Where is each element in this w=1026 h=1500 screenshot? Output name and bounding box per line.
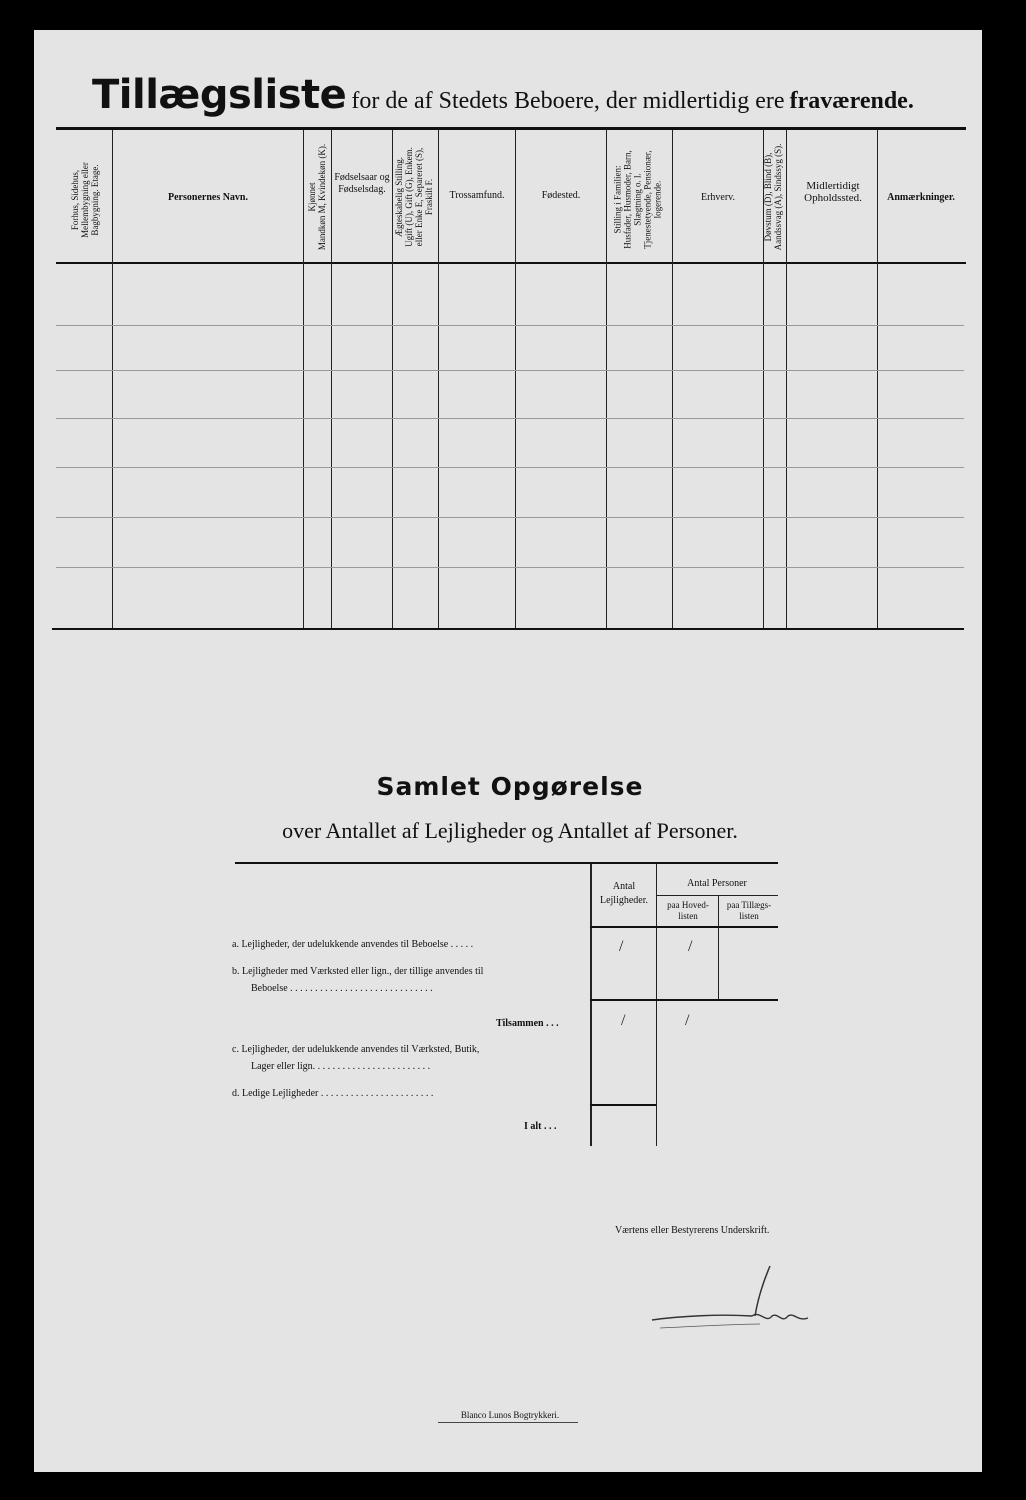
summary-col-tillaeg: paa Tillægs-listen [726,900,772,921]
row-line [56,517,964,518]
summary-row-ialt: I alt . . . [524,1121,557,1132]
printer-imprint: Blanco Lunos Bogtrykkeri. [460,1410,560,1420]
summary-top-rule [235,862,778,864]
row-line [56,418,964,419]
summary-row-d: d. Ledige Lejligheder . . . . . . . . . . . . . . . . . . . . . . . [232,1088,434,1099]
col-divider [392,130,393,628]
summary-title: Samlet Opgørelse [376,772,644,801]
summary-row-b1: b. Lejligheder med Værksted eller lign., der tillige anvendes til [232,966,484,977]
value-a-lejligheder: / [619,938,624,955]
summary-row-tilsammen: Tilsammen . . . [496,1018,559,1029]
col-divider [438,130,439,628]
row-line [56,467,964,468]
summary-row-c2: Lager eller lign. . . . . . . . . . . . . . . . . . . . . . . . [251,1061,431,1072]
col-header-marital: Ægteskabelig Stilling. Ugift (U), Gift (G), Enkem. eller Enke E, Separeret (S), Fraskilt F. [394,147,434,247]
title-main: Tillægsliste [92,72,347,118]
col-header-temp-residence: Midlertidigt Opholdssted. [804,180,862,204]
summary-personer-rule [656,895,778,896]
col-header-name: Personernes Navn. [168,192,248,203]
col-divider [672,130,673,628]
col-header-disability: Døvstum (D), Blind (B), Aandssvag (A), Sindssyg (S). [763,143,783,251]
col-header-sex: Kjønnet Mandkøn M, Kvindekøn (K). [307,143,327,251]
col-divider [515,130,516,628]
col-divider [877,130,878,628]
summary-row-a: a. Lejligheder, der udelukkende anvendes til Beboelse . . . . . [232,939,474,950]
col-divider [786,130,787,628]
col-header-birthplace: Fødested. [541,190,581,201]
summary-header-rule [590,926,778,928]
summary-total-rule [590,1104,656,1106]
row-line [56,567,964,568]
row-line [56,325,964,326]
summary-col-divider [656,864,657,1146]
col-header-occupation: Erhverv. [700,192,736,203]
col-header-birth: Fødselsaar og Fødselsdag. [334,172,390,195]
table-header-rule [56,262,966,264]
summary-row-c1: c. Lejligheder, der udelukkende anvendes til Værksted, Butik, [232,1044,480,1055]
title-rest: for de af Stedets Beboere, der midlertidig ere [351,88,785,114]
summary-subtotal-rule [590,999,778,1001]
col-divider [606,130,607,628]
row-line [56,370,964,371]
summary-row-b2: Beboelse . . . . . . . . . . . . . . . . . . . . . . . . . . . . . [251,983,433,994]
value-tilsammen-hovedlisten: / [685,1012,690,1029]
value-tilsammen-lejligheder: / [621,1012,626,1029]
table-top-rule [56,127,966,130]
handwritten-signature [640,1258,820,1338]
form-paper [34,30,982,1472]
table-bottom-rule [52,628,964,630]
col-header-family-position: Stilling i Familien: Husfader, Husmoder, Barn, Slægtning o. l. Tjenestetyende, Pensionær, logerende. [612,150,663,249]
col-divider [303,130,304,628]
summary-subtitle: over Antallet af Lejligheder og Antallet af Personer. [282,818,738,843]
printer-underline [438,1422,578,1423]
col-divider [112,130,113,628]
col-header-building: Forhus, Sidehus, Mellembygning eller Bagbygning. Etage. [70,162,100,238]
form-title [92,72,972,122]
col-divider [331,130,332,628]
summary-col-antal-personer: Antal Personer [687,878,747,889]
summary-col-hoved: paa Hoved-listen [667,900,709,921]
summary-col-antal-lejligheder: Antal Lejligheder. [599,881,649,906]
col-header-religion: Trossamfund. [449,190,505,201]
value-a-hovedlisten: / [688,938,693,955]
col-header-remarks: Anmærkninger. [887,192,955,203]
title-bold: fraværende. [789,88,914,114]
signature-label: Værtens eller Bestyrerens Underskrift. [615,1225,770,1236]
